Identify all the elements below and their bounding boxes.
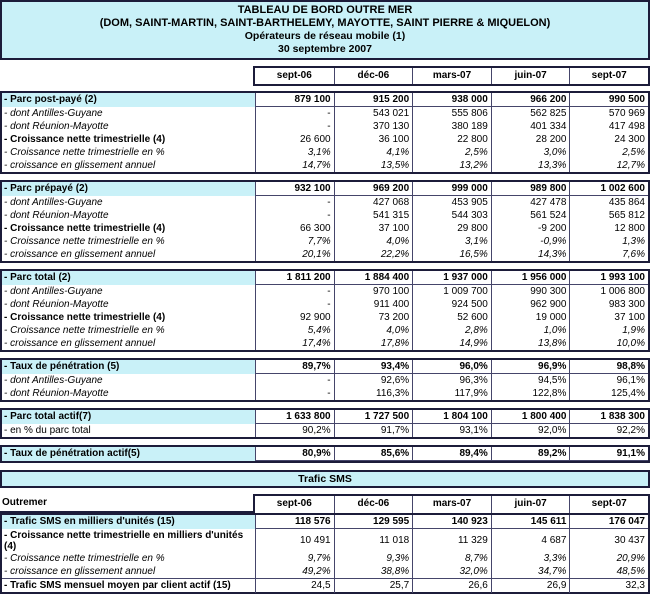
row-label: - Parc total actif(7) <box>2 410 255 424</box>
value-cell: 1 804 100 <box>412 410 491 424</box>
value-cell: 427 068 <box>334 196 413 209</box>
value-cell: 36 100 <box>334 133 413 146</box>
value-cell: 1 727 500 <box>334 410 413 424</box>
table-row <box>2 285 648 298</box>
value-cell: 22,2% <box>334 248 413 261</box>
row-label: - croissance en glissement annuel <box>4 160 156 171</box>
value-cell: 37 100 <box>334 222 413 235</box>
value-cell: 970 100 <box>334 285 413 298</box>
value-cell: 66 300 <box>255 222 334 235</box>
value-cell: 32,3 <box>569 579 648 593</box>
value-cell: 989 800 <box>491 182 570 196</box>
table-row <box>2 159 648 172</box>
value-cell: 924 500 <box>412 298 491 311</box>
value-cell: 417 498 <box>569 120 648 133</box>
section-taux-penetration <box>0 358 650 402</box>
value-cell: 13,5% <box>334 159 413 172</box>
table-row <box>2 424 648 437</box>
value-cell: 4,1% <box>334 146 413 159</box>
value-cell: 17,4% <box>255 337 334 350</box>
value-cell: 1 800 400 <box>491 410 570 424</box>
period-column-header: sept-06 <box>276 70 312 81</box>
value-cell: 9,3% <box>334 552 413 565</box>
value-cell: -0,9% <box>491 235 570 248</box>
table-row <box>2 337 648 350</box>
value-cell: 1 937 000 <box>412 271 491 285</box>
table-row <box>2 182 648 196</box>
page-subtitle-territories: (DOM, SAINT-MARTIN, SAINT-BARTHELEMY, MAYOTTE, SAINT PIERRE & MIQUELON) <box>99 17 551 29</box>
value-cell: 96,3% <box>412 374 491 387</box>
value-cell: 570 969 <box>569 107 648 120</box>
value-cell: 3,0% <box>491 146 570 159</box>
value-cell: 7,6% <box>569 248 648 261</box>
section-parc-post-paye <box>0 91 650 174</box>
sms-band-title: Trafic SMS <box>298 473 352 485</box>
value-cell: 427 478 <box>491 196 570 209</box>
row-label: - Parc post-payé (2) <box>2 93 255 107</box>
table-row <box>2 146 648 159</box>
value-cell: 969 200 <box>334 182 413 196</box>
value-cell: 1 956 000 <box>491 271 570 285</box>
value-cell: 8,7% <box>412 552 491 565</box>
row-label: - dont Antilles-Guyane <box>4 108 103 119</box>
row-label: - dont Réunion-Mayotte <box>4 210 109 221</box>
value-cell: 122,8% <box>491 387 570 400</box>
value-cell: 1 009 700 <box>412 285 491 298</box>
row-label: - Croissance nette trimestrielle en % <box>4 553 165 564</box>
table-row <box>2 410 648 424</box>
value-cell: 3,3% <box>491 552 570 565</box>
row-label: - Parc prépayé (2) <box>2 182 255 196</box>
table-row <box>2 324 648 337</box>
table-row <box>2 248 648 261</box>
row-label: - Croissance nette trimestrielle en % <box>4 236 165 247</box>
value-cell: 24 300 <box>569 133 648 146</box>
value-cell: 38,8% <box>334 565 413 578</box>
row-label: - croissance en glissement annuel <box>4 566 156 577</box>
value-cell: 10,0% <box>569 337 648 350</box>
table-row <box>2 271 648 285</box>
sms-region-label: Outremer <box>0 494 253 513</box>
table-row <box>2 222 648 235</box>
value-cell: 990 500 <box>569 93 648 107</box>
value-cell: 22 800 <box>412 133 491 146</box>
report-date: 30 septembre 2007 <box>278 42 372 55</box>
value-cell: 25,7 <box>334 579 413 593</box>
value-cell: 116,3% <box>334 387 413 400</box>
value-cell: - <box>255 285 334 298</box>
section-parc-total-actif <box>0 408 650 439</box>
value-cell: 96,0% <box>412 360 491 374</box>
value-cell: 541 315 <box>334 209 413 222</box>
row-label: - croissance en glissement annuel <box>4 249 156 260</box>
value-cell: 1,0% <box>491 324 570 337</box>
value-cell: 1,9% <box>569 324 648 337</box>
section-parc-prepaye <box>0 180 650 263</box>
value-cell: 17,8% <box>334 337 413 350</box>
value-cell: 3,1% <box>412 235 491 248</box>
value-cell: 91,7% <box>334 424 413 437</box>
value-cell: 20,9% <box>569 552 648 565</box>
value-cell: 565 812 <box>569 209 648 222</box>
value-cell: 11 018 <box>334 529 413 552</box>
period-column-header: déc-06 <box>334 68 413 84</box>
period-column-header: déc-06 <box>334 496 413 513</box>
value-cell: 29 800 <box>412 222 491 235</box>
value-cell: 48,5% <box>569 565 648 578</box>
row-label: - dont Antilles-Guyane <box>4 286 103 297</box>
row-label: - Trafic SMS en milliers d'unités (15) <box>2 515 255 529</box>
value-cell: 555 806 <box>412 107 491 120</box>
value-cell: 125,4% <box>569 387 648 400</box>
value-cell: 2,5% <box>412 146 491 159</box>
row-label: - Croissance nette trimestrielle (4) <box>4 312 166 323</box>
table-row <box>2 515 648 529</box>
table-row <box>2 133 648 146</box>
page-subtitle-operators: Opérateurs de réseau mobile (1) <box>244 30 406 42</box>
table-row <box>2 552 648 565</box>
value-cell: 129 595 <box>334 515 413 529</box>
value-cell: 11 329 <box>412 529 491 552</box>
section-parc-total <box>0 269 650 352</box>
value-cell: - <box>255 387 334 400</box>
value-cell: 94,5% <box>491 374 570 387</box>
value-cell: 999 000 <box>412 182 491 196</box>
table-row <box>2 529 648 552</box>
sms-section-band <box>0 470 650 488</box>
value-cell: - <box>255 107 334 120</box>
value-cell: 145 611 <box>491 515 570 529</box>
value-cell: 14,7% <box>255 159 334 172</box>
row-label: - dont Antilles-Guyane <box>4 375 103 386</box>
value-cell: 4,0% <box>334 235 413 248</box>
value-cell: 1 006 800 <box>569 285 648 298</box>
period-column-header: sept-07 <box>569 496 648 513</box>
value-cell: 26 600 <box>255 133 334 146</box>
table-row <box>2 360 648 374</box>
table-row <box>2 374 648 387</box>
value-cell: 16,5% <box>412 248 491 261</box>
value-cell: 435 864 <box>569 196 648 209</box>
value-cell: 962 900 <box>491 298 570 311</box>
row-label: - Croissance nette trimestrielle en milliers d'unités (4) <box>4 529 244 552</box>
period-column-header: sept-06 <box>276 498 312 509</box>
row-label: - Taux de pénétration (5) <box>2 360 255 374</box>
table-row <box>2 578 648 592</box>
period-column-header: mars-07 <box>412 496 491 513</box>
value-cell: 26,6 <box>412 579 491 593</box>
row-label: - dont Réunion-Mayotte <box>4 388 109 399</box>
value-cell: 983 300 <box>569 298 648 311</box>
value-cell: 401 334 <box>491 120 570 133</box>
table-row <box>2 93 648 107</box>
value-cell: 12 800 <box>569 222 648 235</box>
value-cell: 118 576 <box>255 515 334 529</box>
table-row <box>2 120 648 133</box>
row-label: - Croissance nette trimestrielle en % <box>4 325 165 336</box>
value-cell: 990 300 <box>491 285 570 298</box>
value-cell: -9 200 <box>491 222 570 235</box>
value-cell: 543 021 <box>334 107 413 120</box>
data-sections <box>0 91 650 463</box>
value-cell: 117,9% <box>412 387 491 400</box>
value-cell: 20,1% <box>255 248 334 261</box>
value-cell: 96,1% <box>569 374 648 387</box>
section-trafic-sms <box>0 513 650 594</box>
period-column-header: mars-07 <box>412 68 491 84</box>
value-cell: 13,2% <box>412 159 491 172</box>
value-cell: 453 905 <box>412 196 491 209</box>
row-label: - Taux de pénétration actif(5) <box>2 447 255 461</box>
value-cell: 24,5 <box>255 579 334 593</box>
value-cell: 938 000 <box>412 93 491 107</box>
table-row <box>2 209 648 222</box>
value-cell: 4 687 <box>491 529 570 552</box>
value-cell: 1 838 300 <box>569 410 648 424</box>
sms-date-columns <box>253 494 650 513</box>
value-cell: 7,7% <box>255 235 334 248</box>
period-column-header: sept-07 <box>569 68 648 84</box>
table-row <box>2 565 648 578</box>
value-cell: 544 303 <box>412 209 491 222</box>
table-row <box>2 107 648 120</box>
value-cell: - <box>255 120 334 133</box>
value-cell: 561 524 <box>491 209 570 222</box>
period-column-header: juin-07 <box>491 68 570 84</box>
value-cell: 93,1% <box>412 424 491 437</box>
value-cell: 89,2% <box>491 447 570 461</box>
value-cell: 915 200 <box>334 93 413 107</box>
value-cell: 28 200 <box>491 133 570 146</box>
row-label: - Croissance nette trimestrielle en % <box>4 147 165 158</box>
value-cell: 2,8% <box>412 324 491 337</box>
value-cell: 3,1% <box>255 146 334 159</box>
value-cell: 34,7% <box>491 565 570 578</box>
value-cell: 911 400 <box>334 298 413 311</box>
value-cell: 13,3% <box>491 159 570 172</box>
value-cell: 140 923 <box>412 515 491 529</box>
value-cell: 966 200 <box>491 93 570 107</box>
value-cell: 932 100 <box>255 182 334 196</box>
row-label: - en % du parc total <box>4 425 91 436</box>
value-cell: 98,8% <box>569 360 648 374</box>
value-cell: 93,4% <box>334 360 413 374</box>
row-label: - Parc total (2) <box>2 271 255 285</box>
value-cell: 92,2% <box>569 424 648 437</box>
value-cell: 32,0% <box>412 565 491 578</box>
value-cell: - <box>255 209 334 222</box>
value-cell: 4,0% <box>334 324 413 337</box>
value-cell: 380 189 <box>412 120 491 133</box>
period-column-header: juin-07 <box>491 496 570 513</box>
value-cell: 1 811 200 <box>255 271 334 285</box>
value-cell: 19 000 <box>491 311 570 324</box>
table-row <box>2 447 648 461</box>
value-cell: 1,3% <box>569 235 648 248</box>
value-cell: 96,9% <box>491 360 570 374</box>
value-cell: 10 491 <box>255 529 334 552</box>
value-cell: 562 825 <box>491 107 570 120</box>
value-cell: 2,5% <box>569 146 648 159</box>
value-cell: 12,7% <box>569 159 648 172</box>
value-cell: - <box>255 298 334 311</box>
value-cell: 91,1% <box>569 447 648 461</box>
value-cell: 176 047 <box>569 515 648 529</box>
sms-period-header <box>0 494 650 513</box>
value-cell: 1 002 600 <box>569 182 648 196</box>
value-cell: 89,4% <box>412 447 491 461</box>
value-cell: 49,2% <box>255 565 334 578</box>
value-cell: 1 993 100 <box>569 271 648 285</box>
table-row <box>2 298 648 311</box>
period-header <box>253 66 650 86</box>
table-row <box>2 311 648 324</box>
row-label: - Croissance nette trimestrielle (4) <box>4 134 166 145</box>
value-cell: 37 100 <box>569 311 648 324</box>
value-cell: 9,7% <box>255 552 334 565</box>
value-cell: 80,9% <box>255 447 334 461</box>
value-cell: 879 100 <box>255 93 334 107</box>
value-cell: 370 130 <box>334 120 413 133</box>
value-cell: 90,2% <box>255 424 334 437</box>
row-label: - dont Réunion-Mayotte <box>4 121 109 132</box>
value-cell: 1 884 400 <box>334 271 413 285</box>
title-block <box>0 0 650 60</box>
row-label: - Croissance nette trimestrielle (4) <box>4 223 166 234</box>
row-label: - Trafic SMS mensuel moyen par client actif (15) <box>4 580 231 591</box>
value-cell: 92 900 <box>255 311 334 324</box>
value-cell: - <box>255 196 334 209</box>
section-taux-penetration-actif <box>0 445 650 463</box>
value-cell: 30 437 <box>569 529 648 552</box>
value-cell: 14,3% <box>491 248 570 261</box>
value-cell: 26,9 <box>491 579 570 593</box>
value-cell: 92,0% <box>491 424 570 437</box>
page-title: TABLEAU DE BORD OUTRE MER <box>237 4 413 16</box>
value-cell: 5,4% <box>255 324 334 337</box>
row-label: - croissance en glissement annuel <box>4 338 156 349</box>
row-label: - dont Réunion-Mayotte <box>4 299 109 310</box>
value-cell: 89,7% <box>255 360 334 374</box>
value-cell: - <box>255 374 334 387</box>
value-cell: 52 600 <box>412 311 491 324</box>
table-row <box>2 196 648 209</box>
value-cell: 14,9% <box>412 337 491 350</box>
table-row <box>2 235 648 248</box>
value-cell: 13,8% <box>491 337 570 350</box>
value-cell: 85,6% <box>334 447 413 461</box>
value-cell: 92,6% <box>334 374 413 387</box>
value-cell: 73 200 <box>334 311 413 324</box>
table-row <box>2 387 648 400</box>
value-cell: 1 633 800 <box>255 410 334 424</box>
row-label: - dont Antilles-Guyane <box>4 197 103 208</box>
